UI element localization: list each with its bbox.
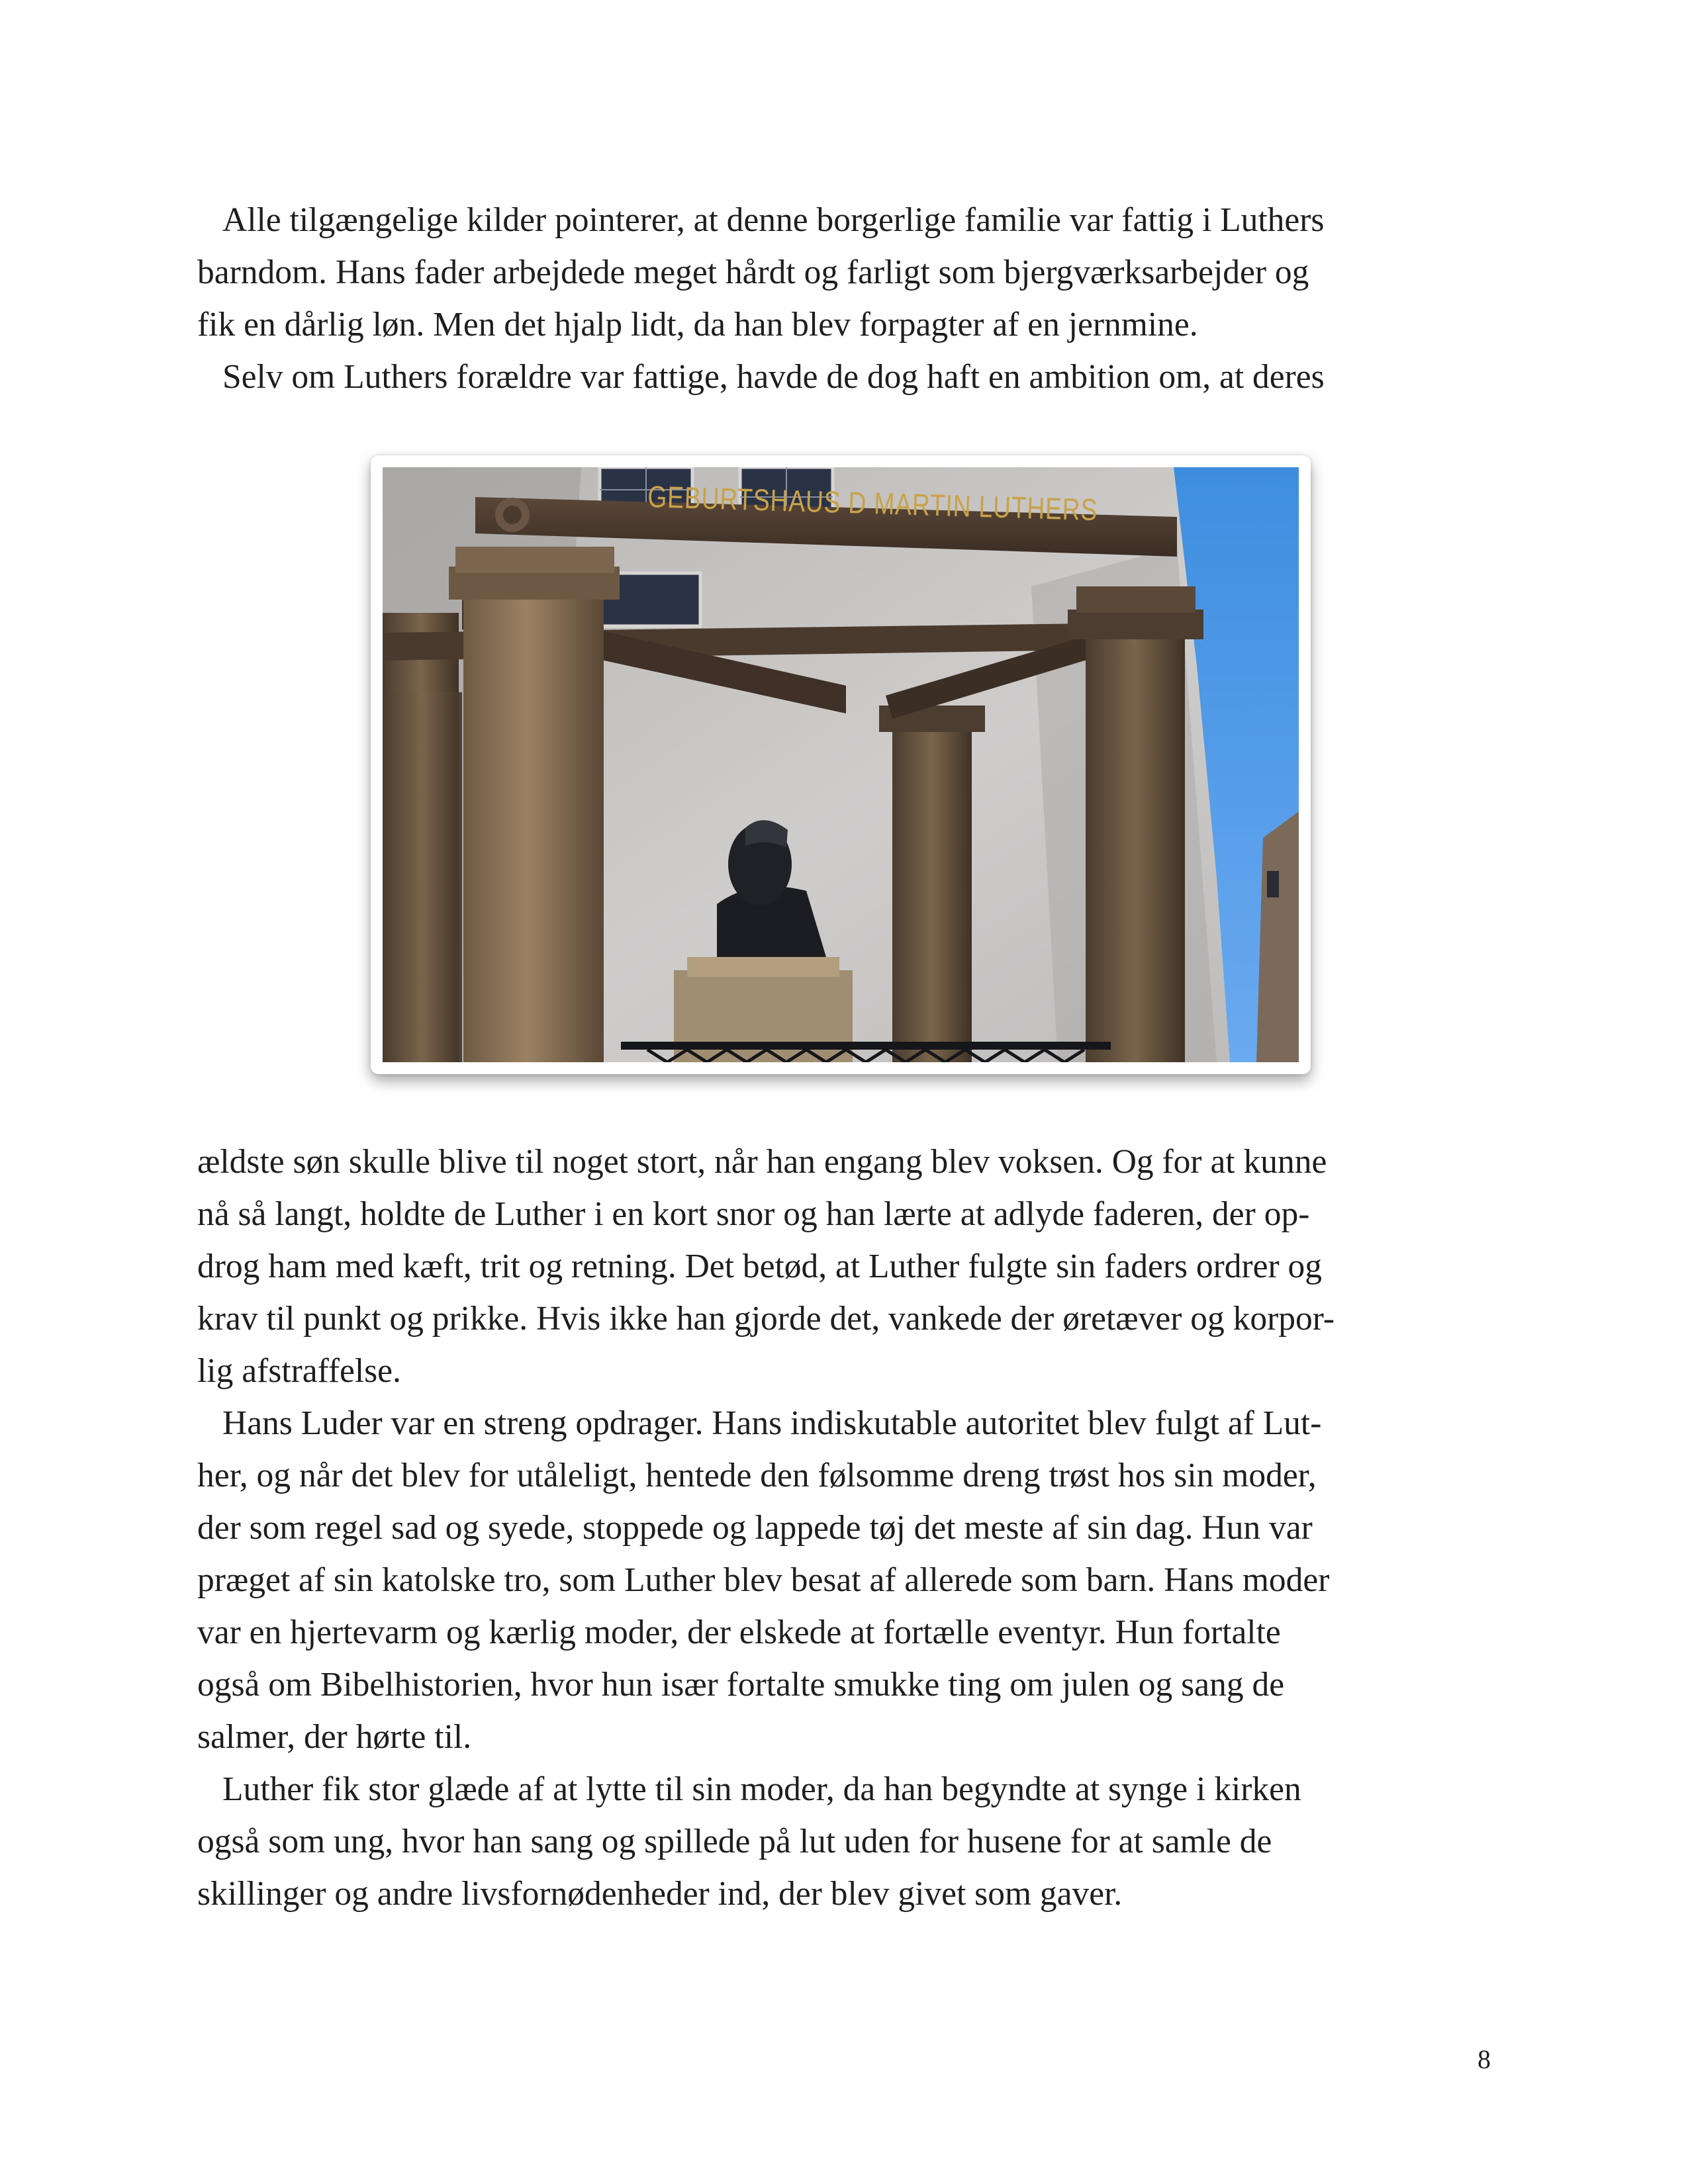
text-line: nå så langt, holdte de Luther i en kort snor og han lærte at adlyde faderen, der op- <box>197 1195 1310 1233</box>
text-block-bottom <box>197 1136 1495 1920</box>
paragraph <box>197 351 1495 403</box>
text-line: var en hjertevarm og kærlig moder, der elskede at fortælle eventyr. Hun fortalte <box>197 1614 1281 1651</box>
text-line: skillinger og andre livsfornødenheder ind, der blev givet som gaver. <box>197 1875 1123 1913</box>
beam-inscription: GEBURTSHAUS D MARTIN LUTHERS <box>647 479 1203 530</box>
photo-luther-birthplace <box>371 455 1311 1074</box>
text-line: også som ung, hvor han sang og spillede på lut uden for husene for at samle de <box>197 1823 1272 1860</box>
paragraph <box>197 1397 1495 1763</box>
paragraph <box>197 194 1495 351</box>
text-line: ældste søn skulle blive til noget stort, når han engang blev voksen. Og for at kunne <box>197 1143 1327 1181</box>
text-line: præget af sin katolske tro, som Luther blev besat af allerede som barn. Hans moder <box>197 1561 1330 1599</box>
text-line: drog ham med kæft, trit og retning. Det betød, at Luther fulgte sin faders ordrer og <box>197 1248 1323 1285</box>
text-line: der som regel sad og syede, stoppede og lappede tøj det meste af sin dag. Hun var <box>197 1509 1313 1547</box>
page-number: 8 <box>1477 2044 1491 2074</box>
text-line: også om Bibelhistorien, hvor hun især fortalte smukke ting om julen og sang de <box>197 1666 1285 1704</box>
text-line: lig afstraffelse. <box>197 1352 401 1390</box>
text-line: Alle tilgængelige kilder pointerer, at denne borgerlige familie var fattig i Luthers <box>222 201 1325 239</box>
paragraph <box>197 1763 1495 1920</box>
text-line: her, og når det blev for utåleligt, hentede den følsomme dreng trøst hos sin moder, <box>197 1457 1317 1494</box>
text-line: salmer, der hørte til. <box>197 1718 472 1756</box>
photo-illustration <box>383 467 1299 1062</box>
text-block-top <box>197 194 1495 403</box>
text-line: krav til punkt og prikke. Hvis ikke han gjorde det, vankede der øretæver og korpor- <box>197 1300 1335 1338</box>
paragraph <box>197 1136 1495 1397</box>
text-line: Hans Luder var en streng opdrager. Hans indiskutable autoritet blev fulgt af Lut- <box>222 1404 1322 1442</box>
text-line: fik en dårlig løn. Men det hjalp lidt, da han blev forpagter af en jernmine. <box>197 306 1198 343</box>
text-line: barndom. Hans fader arbejdede meget hårdt og farligt som bjergværksarbejder og <box>197 253 1309 291</box>
text-line: Luther fik stor glæde af at lytte til sin moder, da han begyndte at synge i kirken <box>222 1770 1301 1808</box>
text-line: Selv om Luthers forældre var fattige, havde de dog haft en ambition om, at deres <box>222 358 1325 396</box>
